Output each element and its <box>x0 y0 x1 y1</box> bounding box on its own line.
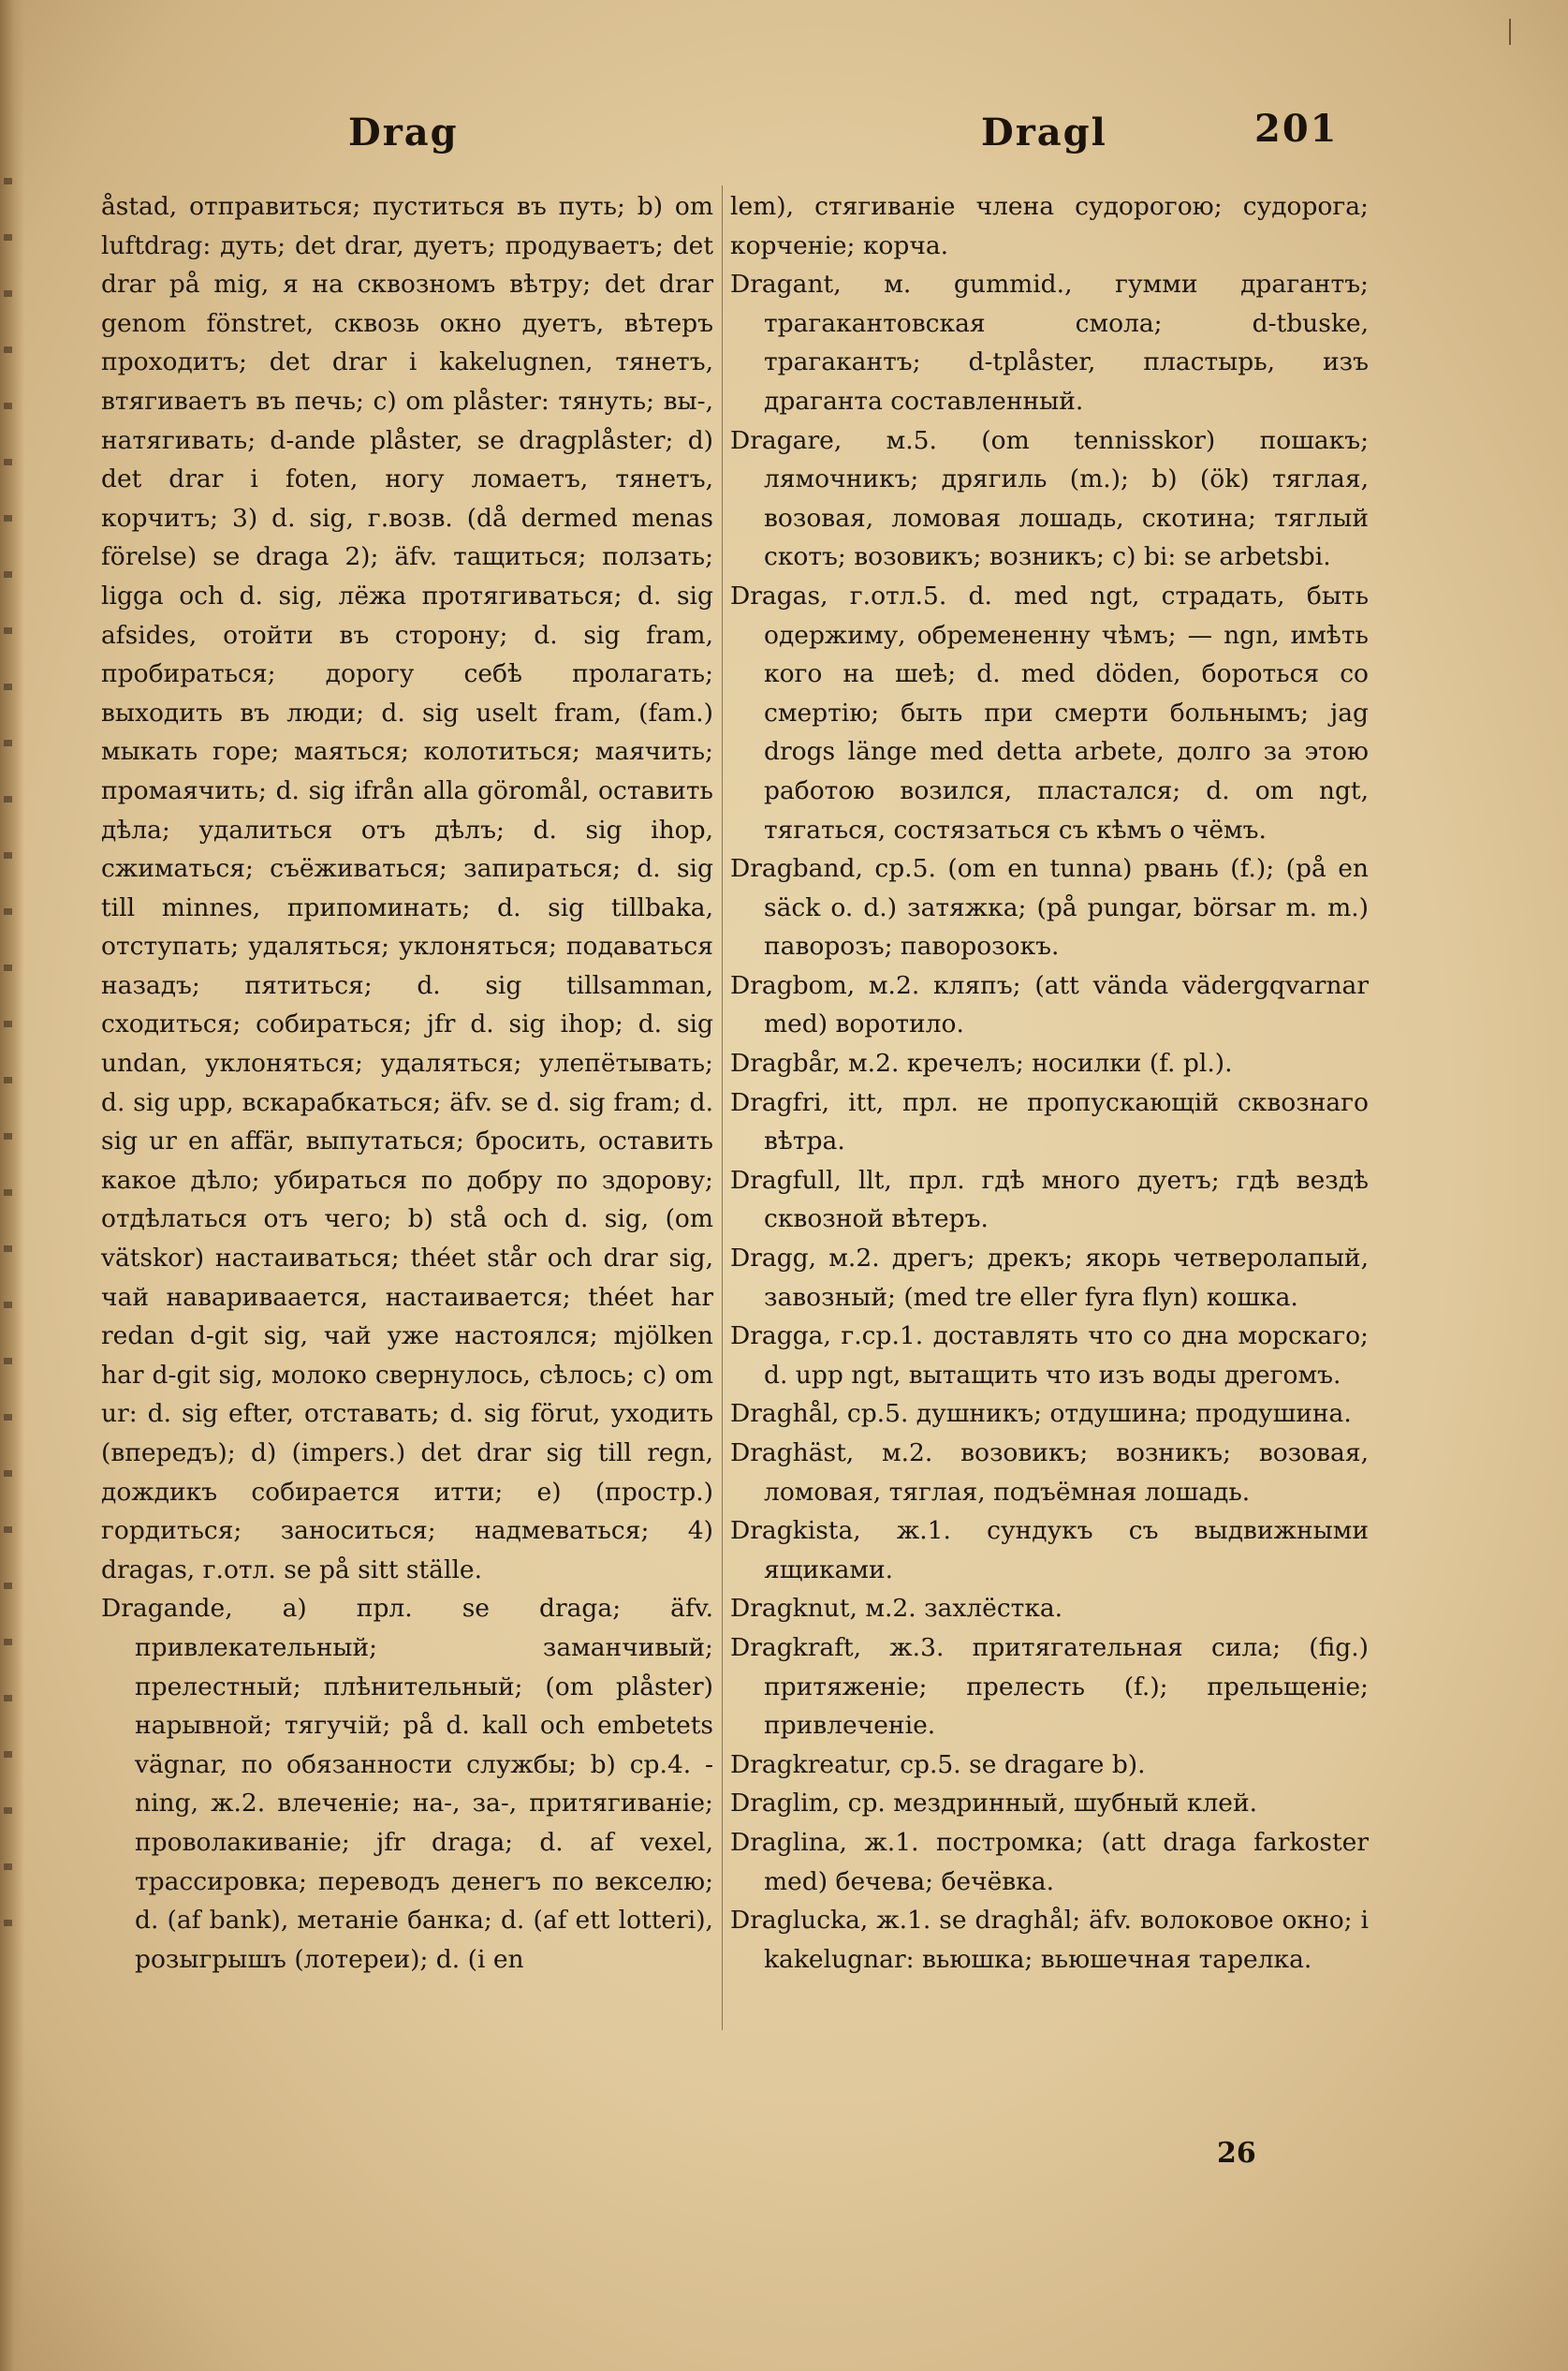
entry-text: Dragfri, itt, прл. не пропускающій сквознаго вѣтра. <box>730 1087 1369 1156</box>
entry-text: åstad, отправиться; пуститься въ путь; b) om luftdrag: дуть; det drar, дуетъ; продуваетъ; det drar på mig, я на сквозномъ вѣтру; det drar genom fönstret, сквозь окно дуетъ, вѣтеръ проходитъ; det drar i kakelugnen, тянетъ, втягиваетъ въ печь; c) om plåster: тянуть; вы-, натягивать; d-ande plåster, se dragplåster; d) det drar i foten, ногу ломаетъ, тянетъ, корчитъ; 3) d. sig, г.возв. (då dermed menas förelse) se draga 2); äfv. тащиться; ползать; ligga och d. sig, лёжа протягиваться; d. sig afsides, отойти въ сторону; d. sig fram, пробираться; дорогу себѣ пролагать; выходить въ люди; d. sig uselt fram, (fam.) мыкать горе; маяться; колотиться; маячить; промаячить; d. sig ifrån alla göromål, оставить дѣла; удалиться отъ дѣлъ; d. sig ihop, сжиматься; съёживаться; запираться; d. sig till minnes, припоминать; d. sig tillbaka, отступать; удаляться; уклоняться; подаваться назадъ; пятиться; d. sig tillsamman, сходиться; собираться; jfr d. sig ihop; d. sig undan, уклоняться; удаляться; улепётывать; d. sig upp, вскарабкаться; äfv. se d. sig fram; d. sig ur en affär, выпутаться; бросить, оставить какое дѣло; убираться по добру по здорову; отдѣлаться отъ чего; b) stå och d. sig, (om vätskor) настаиваться; théet står och drar sig, чай навариваается, настаивается; théet har redan d-git sig, чай уже настоялся; mjölken har d-git sig, молоко свернулось, сѣлось; c) om ur: d. sig efter, отставать; d. sig förut, уходить (впередъ); d) (impers.) det drar sig till regn, дождикъ собирается итти; e) (простр.) гордиться; заноситься; надмеваться; 4) dragas, г.отл. se på sitt ställe. <box>101 192 713 1584</box>
entry-text: Dragkista, ж.1. сундукъ съ выдвижными ящиками. <box>730 1516 1369 1584</box>
entry-text: Dragfull, llt, прл. гдѣ много дуетъ; гдѣ вездѣ сквозной вѣтеръ. <box>730 1165 1369 1234</box>
entry-text: Dragas, г.отл.5. d. med ngt, страдать, быть одержиму, обремененну чѣмъ; — ngn, имѣть кого на шеѣ; d. med döden, бороться со смертію; быть при смерти больнымъ; jag drogs länge med detta arbete, долго за этою работою возился, пластался; d. om ngt, тягаться, состязаться съ кѣмъ о чёмъ. <box>730 581 1369 845</box>
entry-text: Dragkraft, ж.3. притягательная сила; (fig.) притяженіе; прелесть (f.); прельщеніе; привлеченіе. <box>730 1632 1369 1741</box>
entry-text: Dragband, ср.5. (om en tunna) рвань (f.); (på en säck o. d.) затяжка; (på pungar, börsar m. m.) паворозъ; паворозокъ. <box>730 854 1369 962</box>
entry-text: Dragande, a) прл. se draga; äfv. привлекательный; заманчивый; прелестный; плѣнительный; (om plåster) нарывной; тягучій; på d. kall och embetets vägnar, по обязанности службы; b) ср.4. -ning, ж.2. влеченіе; на-, за-, притягиваніе; проволакиваніе; jfr draga; d. af vexel, трассировка; переводъ денегъ по векселю; d. (af bank), метаніе банка; d. (af ett lotteri), розыгрышъ (лотереи); d. (i en <box>101 1594 713 1974</box>
entry-text: Dragbom, м.2. кляпъ; (att vända vädergqvarnar med) воротило. <box>730 970 1369 1039</box>
right-column <box>730 187 1369 1979</box>
entry-text: Dragg, м.2. дрегъ; дрекъ; якорь четверолапый, завозный; (med tre eller fyra flyn) кошка. <box>730 1244 1369 1312</box>
corner-mark <box>1509 19 1511 45</box>
entry-text: Dragkreatur, ср.5. se dragare b). <box>730 1749 1146 1779</box>
entry-text: Draglim, ср. мездринный, шубный клей. <box>730 1789 1258 1819</box>
running-head-left: Drag <box>348 110 459 155</box>
entry-text: Draghål, ср.5. душникъ; отдушина; продушина. <box>730 1399 1352 1429</box>
page-number: 201 <box>1254 107 1339 151</box>
entry-text: Draghäst, м.2. возовикъ; возникъ; возовая, ломовая, тяглая, подъёмная лошадь. <box>730 1438 1369 1507</box>
entry-text: lem), стягиваніе члена судорогою; судорога; корченіе; корча. <box>730 192 1369 260</box>
entry-text: Draglucka, ж.1. se draghål; äfv. волоковое окно; i kakelugnar: вьюшка; вьюшечная тарелка. <box>730 1906 1369 1974</box>
entry-text: Draglina, ж.1. постромка; (att draga farkoster med) бечева; бечёвка. <box>730 1827 1369 1896</box>
signature-mark: 26 <box>1217 2137 1256 2170</box>
entry-text: Dragknut, м.2. захлёстка. <box>730 1594 1063 1624</box>
entry-text: Dragbår, м.2. кречелъ; носилки (f. pl.). <box>730 1049 1233 1079</box>
running-head-right: Dragl <box>981 110 1107 155</box>
column-divider <box>722 185 723 2030</box>
entry-text: Dragare, м.5. (om tennisskor) пошакъ; лямочникъ; дрягиль (m.); b) (ök) тяглая, возовая, ломовая лошадь, скотина; тяглый скотъ; возовикъ; возникъ; c) bi: se arbetsbi. <box>730 425 1369 572</box>
margin-thumb-index <box>4 178 19 1789</box>
entry-text: Dragga, г.ср.1. доставлять что со дна морскаго; d. upp ngt, вытащить что изъ воды дрегомъ. <box>730 1321 1369 1390</box>
left-column <box>101 187 713 1979</box>
entry-text: Dragant, м. gummid., гумми драгантъ; трагакантовская смола; d-tbuske, трагакантъ; d-tplåster, пластырь, изъ драганта составленный. <box>730 270 1369 416</box>
